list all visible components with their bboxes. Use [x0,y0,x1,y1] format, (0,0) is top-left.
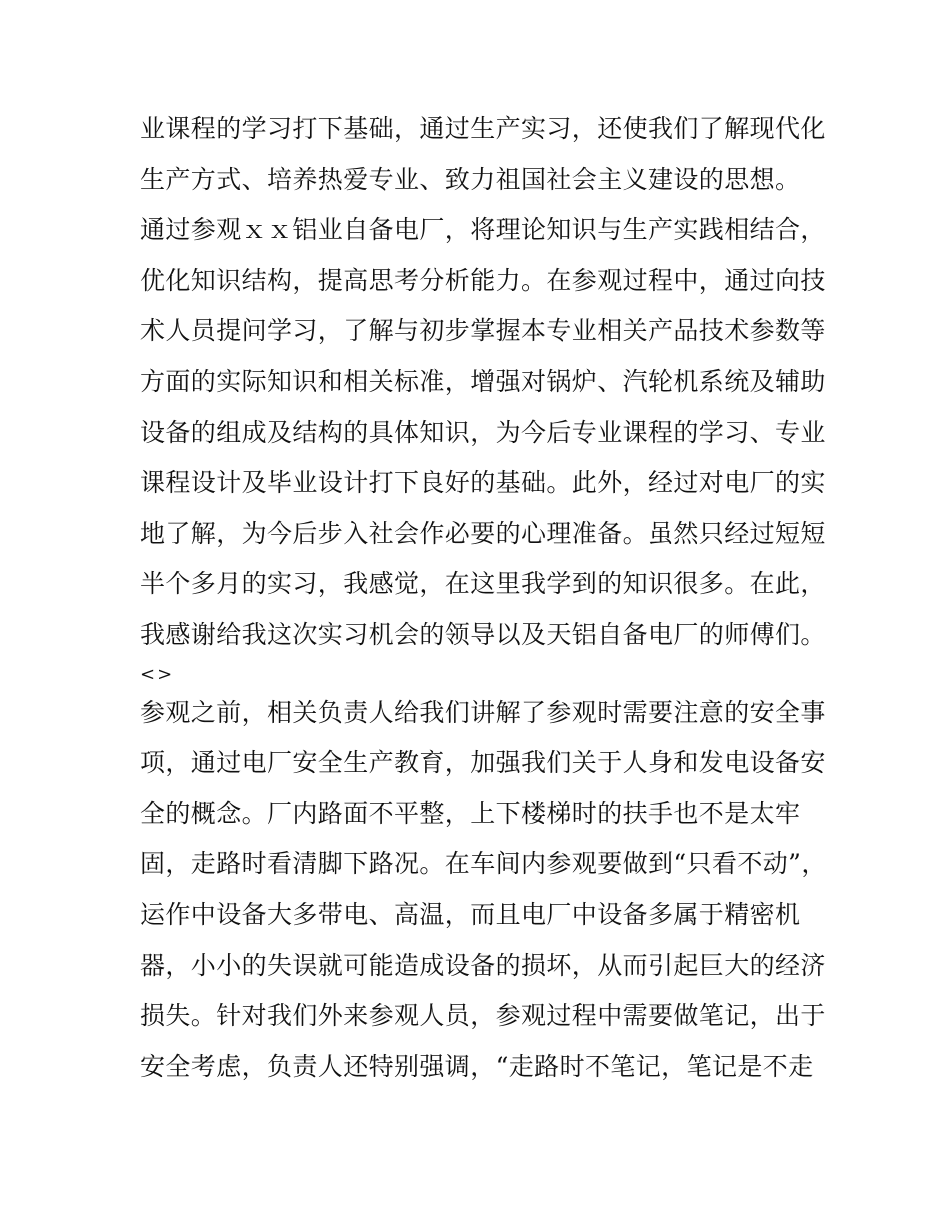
text-line: 地了解，为今后步入社会作必要的心理准备。虽然只经过短短 [140,518,826,548]
text-line: 业课程的学习打下基础，通过生产实习，还使我们了解现代化 [140,114,826,143]
text-line: 我感谢给我这次实习机会的领导以及天铝自备电厂的师傅们。 [140,619,826,649]
text-line: 全的概念。厂内路面不平整，上下楼梯时的扶手也不是太牢 [140,798,801,828]
text-line: 安全考虑，负责人还特别强调，“走路时不笔记，笔记是不走 [140,1051,814,1081]
text-line: 课程设计及毕业设计打下良好的基础。此外，经过对电厂的实 [140,468,826,498]
text-line: 固，走路时看清脚下路况。在车间内参观要做到“只看不动”， [140,849,827,879]
text-line: 术人员提问学习，了解与初步掌握本专业相关产品技术参数等 [140,316,826,346]
text-line: 半个多月的实习，我感觉，在这里我学到的知识很多。在此， [140,569,826,599]
text-line: 运作中设备大多带电、高温，而且电厂中设备多属于精密机 [140,899,801,929]
text-line: 设备的组成及结构的具体知识，为今后专业课程的学习、专业 [140,417,826,447]
body-text [140,104,827,1092]
text-line: 优化知识结构，提高思考分析能力。在参观过程中，通过向技 [140,265,826,295]
text-line: 项，通过电厂安全生产教育，加强我们关于人身和发电设备安 [140,748,826,778]
text-line: 生产方式、培养热爱专业、致力祖国社会主义建设的思想。 [140,164,801,194]
text-line: 器，小小的失误就可能造成设备的损坏，从而引起巨大的经济 [140,950,826,980]
text-line: 损失。针对我们外来参观人员，参观过程中需要做笔记，出于 [140,1001,826,1031]
section-marker: <> [140,663,175,685]
text-line: 参观之前，相关负责人给我们讲解了参观时需要注意的安全事 [140,697,826,727]
text-line: 方面的实际知识和相关标准，增强对锅炉、汽轮机系统及辅助 [140,366,826,396]
text-line: 通过参观ｘｘ铝业自备电厂，将理论知识与生产实践相结合， [140,215,826,245]
